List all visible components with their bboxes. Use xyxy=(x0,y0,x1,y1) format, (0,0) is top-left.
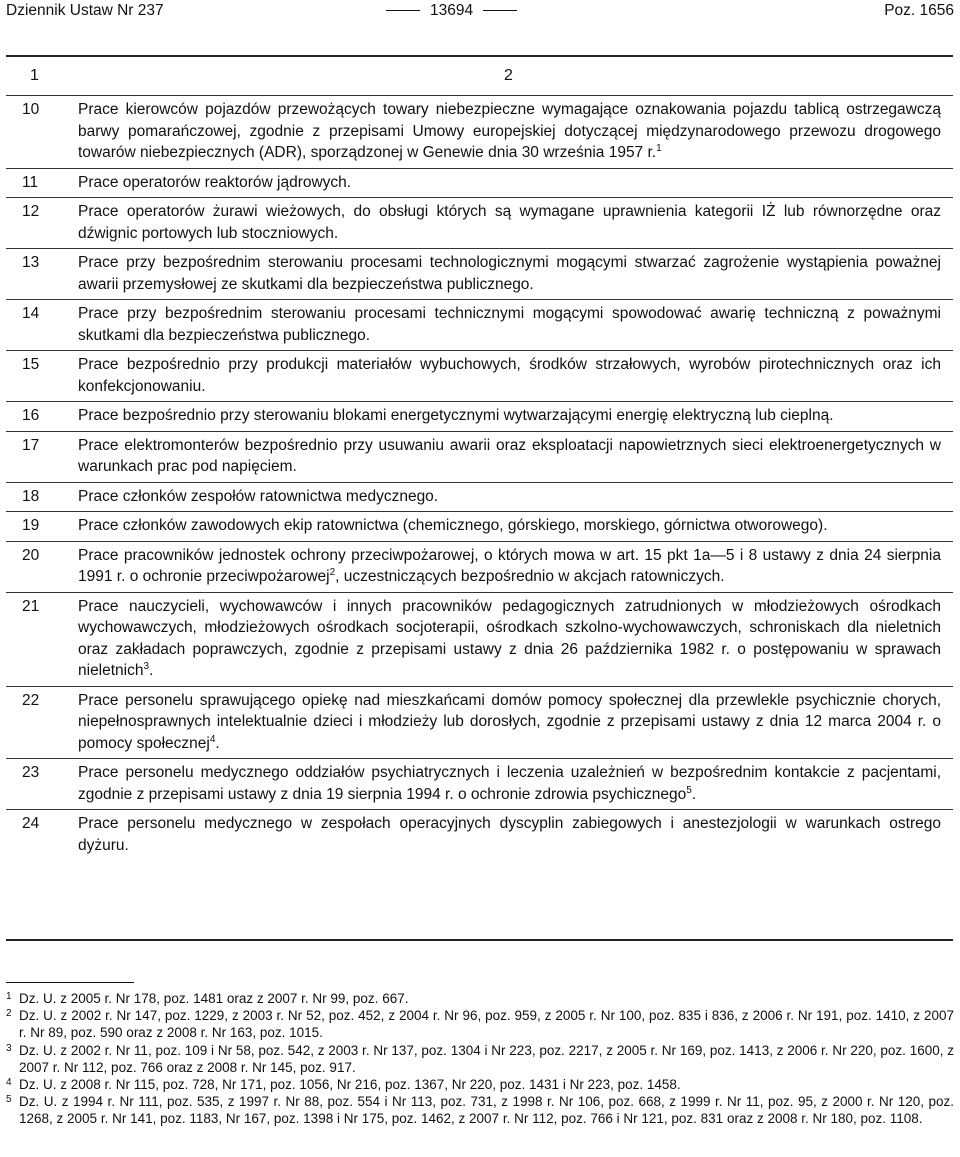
footnote-reference[interactable]: 1 xyxy=(656,143,662,154)
page-header xyxy=(0,0,960,22)
footnote-reference[interactable]: 4 xyxy=(209,733,216,745)
footnote-separator xyxy=(6,982,134,983)
page-number: 13694 xyxy=(430,2,474,19)
row-number: 10 xyxy=(22,101,40,118)
row-text-body: Prace personelu sprawującego opiekę nad mieszkańcami domów pomocy społecznej dla przewlekle psychicznie chorych, niepełnosprawnych intelektualnie dzieci i młodzieży lub dorosłych, zgodnie z przepisami ustawy z dnia 12 marca 2004 r. o pomocy społecznej xyxy=(78,691,941,752)
table-row xyxy=(6,402,953,432)
table-row xyxy=(6,542,953,593)
row-text-tail: , uczestniczących bezpośrednio w akcjach ratowniczych. xyxy=(335,568,725,585)
table-row xyxy=(6,759,953,810)
table-row xyxy=(6,432,953,483)
column-2-header: 2 xyxy=(504,67,513,84)
row-number: 19 xyxy=(22,517,40,534)
journal-title: Dziennik Ustaw Nr 237 xyxy=(6,2,164,19)
row-text-body: Prace personelu medycznego oddziałów psychiatrycznych i leczenia uzależnień w bezpośrednim kontakcie z pacjentami, zgodnie z przepisami ustawy z dnia 19 sierpnia 1994 r. o ochronie zdrowia psychicznego xyxy=(78,764,941,803)
row-text xyxy=(78,762,953,805)
row-number: 22 xyxy=(22,691,40,709)
row-number: 13 xyxy=(22,254,40,271)
footnote-number: 2 xyxy=(6,1008,12,1020)
row-number: 14 xyxy=(22,305,40,322)
footnote-number: 4 xyxy=(6,1077,12,1089)
footnote-number: 1 xyxy=(6,991,12,1002)
row-text-body: Prace pracowników jednostek ochrony przeciwpożarowej, o których mowa w art. 15 pkt 1a—5 i 8 ustawy z dnia 24 sierpnia 1991 r. o ochronie przeciwpożarowej xyxy=(78,546,941,585)
row-text xyxy=(78,813,953,856)
footnote-reference[interactable]: 5 xyxy=(686,784,692,796)
row-text xyxy=(78,690,953,755)
footnotes xyxy=(6,990,954,1128)
footnote-text: Dz. U. z 1994 r. Nr 111, poz. 535, z 1997 r. Nr 88, poz. 554 i Nr 113, poz. 731, z 1998 r. Nr 106, poz. 668, z 1999 r. Nr 11, poz. 95, z 2000 r. Nr 120, poz. 1268, z 2005 r. Nr 141, poz. 1183, Nr 167, poz. 1398 i Nr 175, poz. 1462, z 2007 r. Nr 112, poz. 766 i Nr 121, poz. 831 oraz z 2008 r. Nr 180, poz. 1108. xyxy=(19,1094,954,1127)
row-text xyxy=(78,354,953,397)
footnote xyxy=(6,1007,954,1041)
table-row xyxy=(6,512,953,542)
row-text xyxy=(78,486,953,508)
footnote-text: Dz. U. z 2008 r. Nr 115, poz. 728, Nr 171, poz. 1056, Nr 216, poz. 1367, Nr 220, poz. 1431 i Nr 223, poz. 1458. xyxy=(19,1077,681,1093)
row-text-tail: . xyxy=(691,785,697,803)
footnote-text: Dz. U. z 2002 r. Nr 11, poz. 109 i Nr 58, poz. 542, z 2003 r. Nr 137, poz. 1304 i Nr 223, poz. 2217, z 2005 r. Nr 169, poz. 1413, z 2006 r. Nr 220, poz. 1600, z 2007 r. Nr 112, poz. 766 oraz z 2008 r. Nr 145, poz. 917. xyxy=(19,1042,954,1075)
table-row xyxy=(6,593,953,687)
row-number: 16 xyxy=(22,407,40,424)
row-text xyxy=(78,201,953,244)
row-number: 15 xyxy=(22,356,40,373)
row-text xyxy=(78,252,953,295)
row-text-body: Prace nauczycieli, wychowawców i innych pracowników pedagogicznych zatrudnionych w młodzieżowych ośrodkach wychowawczych, młodzieżowych ośrodkach socjoterapii, ośrodkach szkolno-wychowawczych, schroniskach dla nieletnich oraz zakładach poprawczych, zgodnie z przepisami ustawy z dnia 26 października 1982 r. o postępowaniu w sprawach nieletnich xyxy=(78,597,941,679)
row-text xyxy=(78,303,953,346)
table-column-header xyxy=(6,57,953,96)
row-text xyxy=(78,596,953,682)
row-text xyxy=(78,405,953,427)
row-number: 20 xyxy=(22,546,40,564)
row-number: 11 xyxy=(22,173,39,191)
row-text-body: Prace operatorów reaktorów jądrowych. xyxy=(78,173,352,191)
row-text-body: Prace przy bezpośrednim sterowaniu procesami technologicznymi mogącymi stwarzać zagrożenie wystąpienia poważnej awarii przemysłowej ze skutkami dla bezpieczeństwa publicznego. xyxy=(78,254,941,293)
footnote-text: Dz. U. z 2002 r. Nr 147, poz. 1229, z 2003 r. Nr 52, poz. 452, z 2004 r. Nr 96, poz. 959, z 2005 r. Nr 100, poz. 835 i 836, z 2006 r. Nr 191, poz. 1410, z 2007 r. Nr 89, poz. 590 oraz z 2008 r. Nr 163, poz. 1015. xyxy=(19,1008,954,1041)
footnote-reference[interactable]: 2 xyxy=(329,567,336,578)
row-text-body: Prace bezpośrednio przy produkcji materiałów wybuchowych, środków strzałowych, wyrobów pirotechnicznych oraz ich konfekcjonowaniu. xyxy=(78,356,941,395)
row-text xyxy=(78,172,953,194)
row-text-tail: . xyxy=(215,734,220,752)
table-row xyxy=(6,810,953,860)
table-row xyxy=(6,300,953,351)
table-row xyxy=(6,687,953,760)
row-number: 21 xyxy=(22,597,40,615)
footnote-reference[interactable]: 3 xyxy=(143,661,150,672)
row-number: 23 xyxy=(22,764,40,781)
page-number-block xyxy=(376,0,527,22)
row-text-body: Prace personelu medycznego w zespołach operacyjnych dyscyplin zabiegowych i anestezjologii w warunkach ostrego dyżuru. xyxy=(78,815,941,854)
column-1-header: 1 xyxy=(30,67,39,84)
footnote xyxy=(6,1076,954,1093)
row-text-body: Prace bezpośrednio przy sterowaniu blokami energetycznymi wytwarzającymi energię elektryczną lub cieplną. xyxy=(78,407,834,424)
row-number: 17 xyxy=(22,436,40,454)
dash-left xyxy=(386,10,420,11)
table-row xyxy=(6,483,953,513)
row-text-body: Prace operatorów żurawi wieżowych, do obsługi których są wymagane uprawnienia kategorii IŻ lub równorzędne oraz dźwignic portowych lub stoczniowych. xyxy=(78,203,941,242)
row-text xyxy=(78,545,953,588)
row-text xyxy=(78,435,953,478)
dash-right xyxy=(483,10,517,11)
row-text xyxy=(78,515,953,537)
row-text-body: Prace kierowców pojazdów przewożących towary niebezpieczne wymagające oznakowania pojazdu tablicą ostrzegawczą barwy pomarańczowej, zgodnie z przepisami Umowy europejskiej dotyczącej międzynarodowego przewozu drogowego towarów niebezpiecznych (ADR), sporządzonej w Genewie dnia 30 września 1957 r. xyxy=(78,101,941,161)
footnote xyxy=(6,990,954,1007)
row-text-body: Prace członków zawodowych ekip ratownictwa (chemicznego, górskiego, morskiego, górnictwa otworowego). xyxy=(78,517,828,534)
table-row xyxy=(6,169,953,199)
row-number: 18 xyxy=(22,487,40,505)
table-row xyxy=(6,96,953,169)
row-text-body: Prace członków zespołów ratownictwa medycznego. xyxy=(78,487,439,505)
table-body xyxy=(6,96,953,860)
table-row xyxy=(6,249,953,300)
footnote xyxy=(6,1093,954,1127)
row-number: 24 xyxy=(22,815,40,832)
row-text xyxy=(78,99,953,164)
occupations-table xyxy=(6,55,953,941)
footnote-number: 5 xyxy=(6,1094,12,1106)
row-number: 12 xyxy=(22,203,40,220)
footnote xyxy=(6,1042,954,1076)
row-text-body: Prace przy bezpośrednim sterowaniu procesami technicznymi mogącymi spowodować awarię techniczną z poważnymi skutkami dla bezpieczeństwa publicznego. xyxy=(78,305,941,344)
row-text-tail: . xyxy=(149,662,154,679)
table-row xyxy=(6,198,953,249)
table-row xyxy=(6,351,953,402)
footnote-number: 3 xyxy=(6,1042,12,1054)
row-text-body: Prace elektromonterów bezpośrednio przy usuwaniu awarii oraz eksploatacji napowietrznych sieci elektroenergetycznych w warunkach prac pod napięciem. xyxy=(78,436,941,475)
footnote-text: Dz. U. z 2005 r. Nr 178, poz. 1481 oraz z 2007 r. Nr 99, poz. 667. xyxy=(19,991,409,1006)
position-number: Poz. 1656 xyxy=(884,2,954,19)
